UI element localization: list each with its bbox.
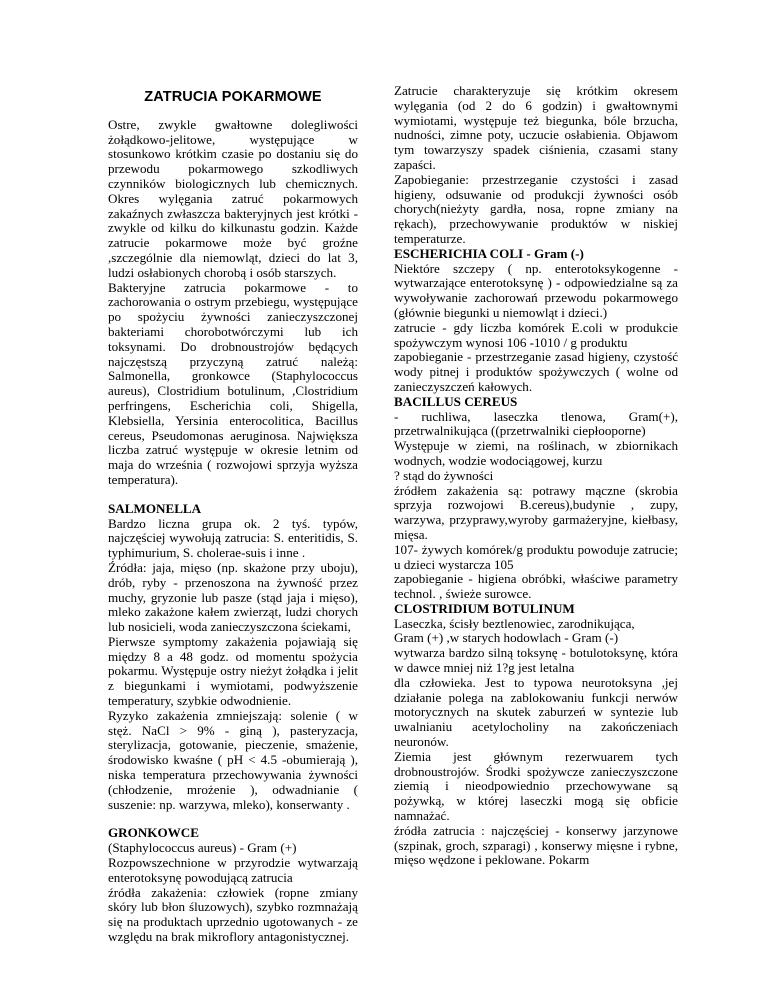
gronkowce-section xyxy=(108,826,358,944)
section-paragraph: Zapobieganie: przestrzeganie czystości i zasad higieny, odsuwanie od produkcji żywności osób chorych(nieżyty gardła, nosa, ropne zmiany na rękach), przechowywanie produktów w niskiej temperaturze. xyxy=(394,171,678,246)
section-paragraph: Pierwsze symptomy zakażenia pojawiają się między 8 a 48 godz. od momentu spożycia pokarmu. Występuje ostry nieżyt żołądka i jelit z biegunkami i wymiotami, podwyższenie temperatury, szybkie odwodnienie. xyxy=(108,633,358,709)
intro-paragraph: Ostre, zwykle gwałtowne dolegliwości żołądkowo-jelitowe, występujące w stosunkowo krótkim czasie po dostaniu się do przewodu pokarmowego szkodliwych czynników biologicznych lub chemicznych. Okres wylęgania zatruć pokarmowych zakaźnych zwłaszcza bakteryjnych jest krótki - zwykle od kilku do kilkunastu godzin. Każde zatrucie pokarmowe może być groźne ,szczególnie dla niemowląt, dzieci do lat 3, ludzi osłabionych chorobą i osób starszych. xyxy=(108,116,358,280)
section-paragraph: zapobieganie - higiena obróbki, właściwe parametry technol. , świeże surowce. xyxy=(394,571,678,602)
section-heading: BACILLUS CEREUS xyxy=(394,393,518,409)
section-paragraph: ? stąd do żywności xyxy=(394,467,494,483)
ecoli-section xyxy=(394,247,678,395)
section-paragraph: źródła zatrucia : najczęściej - konserwy jarzynowe (szpinak, groch, szparagi) , konserwy mięsne i rybne, mięso wędzone i peklowane. Pokarm xyxy=(394,822,678,868)
intro-section xyxy=(108,118,358,488)
bacillus-section xyxy=(394,395,678,602)
section-paragraph: Gram (+) ,w starych hodowlach - Gram (-) xyxy=(394,630,619,646)
section-heading: SALMONELLA xyxy=(108,500,202,516)
section-paragraph: zatrucie - gdy liczba komórek E.coli w produkcie spożywczym wynosi 106 -1010 / g produktu xyxy=(394,319,678,350)
salmonella-section xyxy=(108,502,358,813)
section-paragraph: Zatrucie charakteryzuje się krótkim okresem wylęgania (od 2 do 6 godzin) i gwałtownymi wymiotami, występuje też biegunka, bóle brzucha, nudności, zimne poty, uczucie osłabienia. Objawom tym towarzyszy spadek ciśnienia, czasami stany zapaści. xyxy=(394,83,678,172)
section-paragraph: źródła zakażenia: człowiek (ropne zmiany skóry lub błon śluzowych), szybko rozmnażają się na produktach uprzednio ugotowanych - ze względu na brak mikroflory antagonistycznej. xyxy=(108,884,358,945)
section-heading: CLOSTRIDIUM BOTULINUM xyxy=(394,600,575,616)
section-paragraph: Źródła: jaja, mięso (np. skażone przy uboju), drób, ryby - przenoszona na żywność przez muchy, gryzonie lub pasze (stąd jaja i mięso), mleko zakażone kałem zwierząt, ludzi chorych lub nosicieli, woda zanieczyszczona ściekami, xyxy=(108,559,358,635)
section-paragraph: zapobieganie - przestrzeganie zasad higieny, czystość wody pitnej i produktów spożywczych ( wolne od zanieczyszczeń kałowych. xyxy=(394,349,678,394)
section-paragraph: Występuje w ziemi, na roślinach, w zbiornikach wodnych, wodzie wodociągowej, kurzu xyxy=(394,438,678,468)
section-paragraph: dla człowieka. Jest to typowa neurotoksyna ,jej działanie polega na zablokowaniu funkcji nerwów motorycznych na skutek zaburzeń w syntezie lub uwalnianiu acetylocholiny na zakończeniach neuronów. xyxy=(394,674,678,750)
section-paragraph: 107- żywych komórek/g produktu powoduje zatrucie; u dzieci wystarcza 105 xyxy=(394,541,678,572)
section-paragraph: Laseczka, ścisły beztlenowiec, zarodnikująca, xyxy=(394,615,635,631)
section-paragraph: Ryzyko zakażenia zmniejszają: solenie ( w stęż. NaCl > 9% - giną ), pasteryzacja, sterylizacja, gotowanie, pieczenie, smażenie, środowisko kwaśne ( pH < 4.5 -obumierają ), niska temperatura przechowywania żywności (chłodzenie, mrożenie ), odwadnianie ( suszenie: np. warzywa, mleko), konserwanty . xyxy=(108,707,358,812)
section-paragraph: (Staphylococcus aureus) - Gram (+) xyxy=(108,840,297,856)
section-heading: ESCHERICHIA COLI - Gram (-) xyxy=(394,245,584,261)
section-heading: GRONKOWCE xyxy=(108,825,199,841)
section-paragraph: Niektóre szczepy ( np. enterotoksykogenne - wytwarzające enterotoksynę ) - odpowiedzialne są za wywoływanie zachorowań przewodu pokarmowego (głównie biegunki u niemowląt i dzieci.) xyxy=(394,260,678,320)
section-paragraph: Ziemia jest głównym rezerwuarem tych drobnoustrojów. Środki spożywcze zanieczyszczone ziemią i nieodpowiednio przechowywane są pożywką, w której laseczki mogą się obficie namnażać. xyxy=(394,748,678,824)
left-column xyxy=(108,84,358,945)
intro-paragraph: Bakteryjne zatrucia pokarmowe - to zachorowania o ostrym przebiegu, występujące po spożyciu żywności zanieczyszczonej bakteriami chorobotwórczymi lub ich toksynami. Do drobnoustrojów będących najczęstszą przyczyną zatruć należą: Salmonella, gronkowce (Staphylococcus aureus), Clostridium botulinum, ,Clostridium perfringens, Escherichia coli, Shigella, Klebsiella, Yersinia enterocolitica, Bacillus cereus, Pseudomonas aeruginosa. Największa liczba zatruć występuje w okresie letnim od maja do września ( rozwojowi sprzyja wyższa temperatura). xyxy=(108,279,358,487)
section-paragraph: źródłem zakażenia są: potrawy mączne (skrobia sprzyja rozwojowi B.cereus),budynie , zupy, warzywa, przyprawy,wyroby garmażeryjne, kiełbasy, mięsa. xyxy=(394,482,678,542)
gronkowce-continued-section xyxy=(394,84,678,247)
section-paragraph: - ruchliwa, laseczka tlenowa, Gram(+), przetrwalnikująca ((przetrwalniki ciepłooporne) xyxy=(394,408,678,439)
document-title: ZATRUCIA POKARMOWE xyxy=(144,89,322,105)
section-paragraph: wytwarza bardzo silną toksynę - botulotoksynę, która w dawce mniej niż 1?g jest letalna xyxy=(394,645,678,676)
botulinum-section xyxy=(394,602,678,868)
right-column xyxy=(394,84,678,868)
section-paragraph: Rozpowszechnione w przyrodzie wytwarzają enterotoksynę powodującą zatrucia xyxy=(108,855,358,885)
section-paragraph: Bardzo liczna grupa ok. 2 tyś. typów, najczęściej wywołują zatrucia: S. enteritidis, S. typhimurium, S. cholerae-suis i inne . xyxy=(108,515,358,561)
